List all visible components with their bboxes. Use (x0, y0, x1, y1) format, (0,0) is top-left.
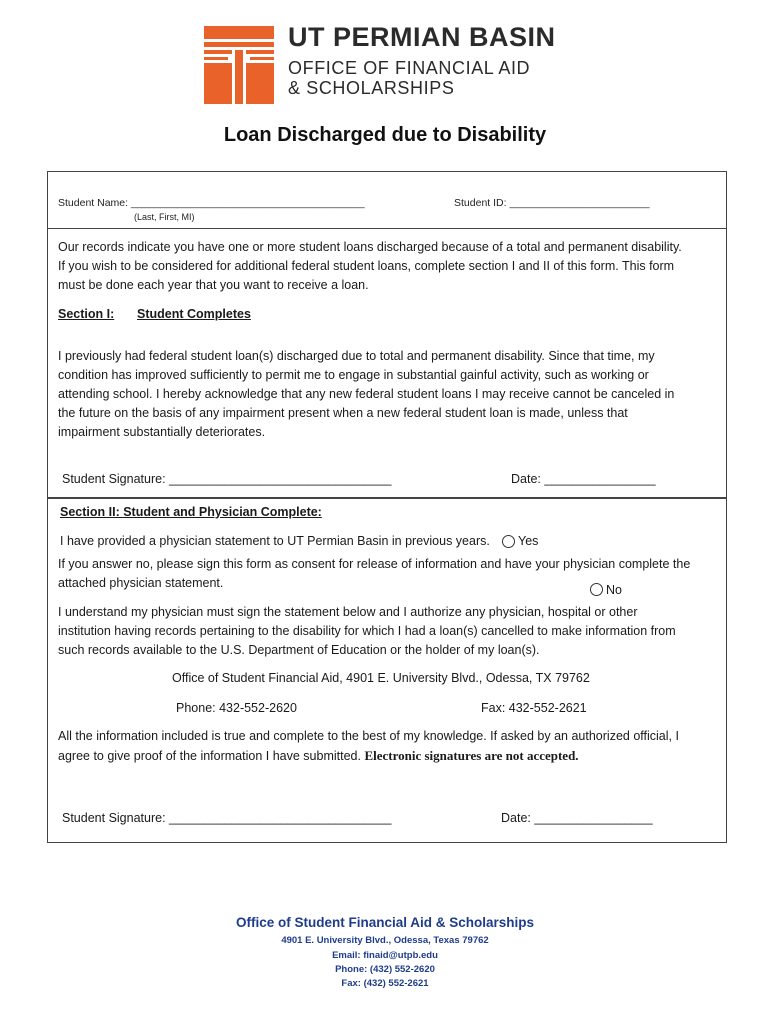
footer-title: Office of Student Financial Aid & Scholarships (235, 915, 535, 930)
authorization-line: such records available to the U.S. Department of Education or the holder of my loan(s). (58, 643, 540, 657)
certification-line-2 (58, 746, 579, 766)
student-id-field[interactable]: Student ID: ________________________ (454, 197, 650, 209)
office-name-line1: OFFICE OF FINANCIAL AID (288, 58, 531, 78)
intro-line-3: must be done each year that you want to receive a loan. (58, 278, 369, 292)
section-1-para-line: the future on the basis of any impairment present when a new federal student loan is made, unless that (58, 406, 628, 420)
page-title: Loan Discharged due to Disability (223, 124, 547, 146)
electronic-signature-notice: Electronic signatures are not accepted. (364, 748, 579, 763)
section-1-para-line: impairment substantially deteriorates. (58, 425, 266, 439)
section-1-label: Section I: (58, 307, 115, 321)
authorization-line: institution having records pertaining to the disability for which I had a loan(s) cancelled to make information from (58, 624, 676, 638)
section-2-heading: Section II: Student and Physician Complete: (60, 505, 322, 519)
student-name-field[interactable]: Student Name: ________________________________________ (58, 197, 365, 209)
section-1-para-line: attending school. I hereby acknowledge that any new federal student loans I may receive cannot be canceled in (58, 387, 675, 401)
footer-phone: Phone: (432) 552-2620 (335, 964, 435, 975)
yes-radio[interactable] (502, 535, 515, 548)
footer-fax: Fax: (432) 552-2621 (341, 978, 429, 989)
org-name: UT PERMIAN BASIN (288, 22, 556, 52)
certification-text: agree to give proof of the information I have submitted. (58, 749, 361, 763)
office-fax: Fax: 432-552-2621 (481, 701, 587, 715)
section-1-para-line: condition has improved sufficiently to permit me to engage in substantial gainful activity, such as working or (58, 368, 649, 382)
certification-line-1: All the information included is true and complete to the best of my knowledge. If asked by an authorized official, I (58, 729, 679, 743)
no-radio-label: No (606, 583, 622, 597)
office-phone: Phone: 432-552-2620 (176, 701, 297, 715)
intro-line-2: If you wish to be considered for additional federal student loans, complete section I and II of this form. This form (58, 259, 675, 273)
ut-permian-basin-logo-icon (204, 26, 274, 104)
student-name-hint: (Last, First, MI) (134, 212, 195, 222)
physician-statement-question: I have provided a physician statement to UT Permian Basin in previous years. (60, 534, 490, 548)
office-address: Office of Student Financial Aid, 4901 E. University Blvd., Odessa, TX 79762 (172, 671, 590, 685)
office-name-line2: & SCHOLARSHIPS (288, 78, 455, 98)
no-radio[interactable] (590, 583, 603, 596)
authorization-line: I understand my physician must sign the statement below and I authorize any physician, hospital or other (58, 605, 638, 619)
intro-line-1: Our records indicate you have one or more student loans discharged because of a total and permanent disability. (58, 240, 682, 254)
no-instructions-line-1: If you answer no, please sign this form as consent for release of information and have your physician complete the (58, 557, 691, 571)
section-2-date-field[interactable]: Date: _________________ (501, 811, 653, 825)
section-1-para-line: I previously had federal student loan(s) discharged due to total and permanent disability. Since that time, my (58, 349, 655, 363)
section-2-signature-field[interactable]: Student Signature: ________________________________ (62, 811, 392, 825)
section-1-heading: Student Completes (137, 307, 251, 321)
section-1-signature-field[interactable]: Student Signature: ________________________________ (62, 472, 392, 486)
footer-email: Email: finaid@utpb.edu (332, 950, 438, 961)
yes-radio-label: Yes (518, 534, 539, 548)
section-1-date-field[interactable]: Date: ________________ (511, 472, 656, 486)
footer-address: 4901 E. University Blvd., Odessa, Texas 79762 (281, 935, 489, 946)
no-instructions-line-2: attached physician statement. (58, 576, 224, 590)
